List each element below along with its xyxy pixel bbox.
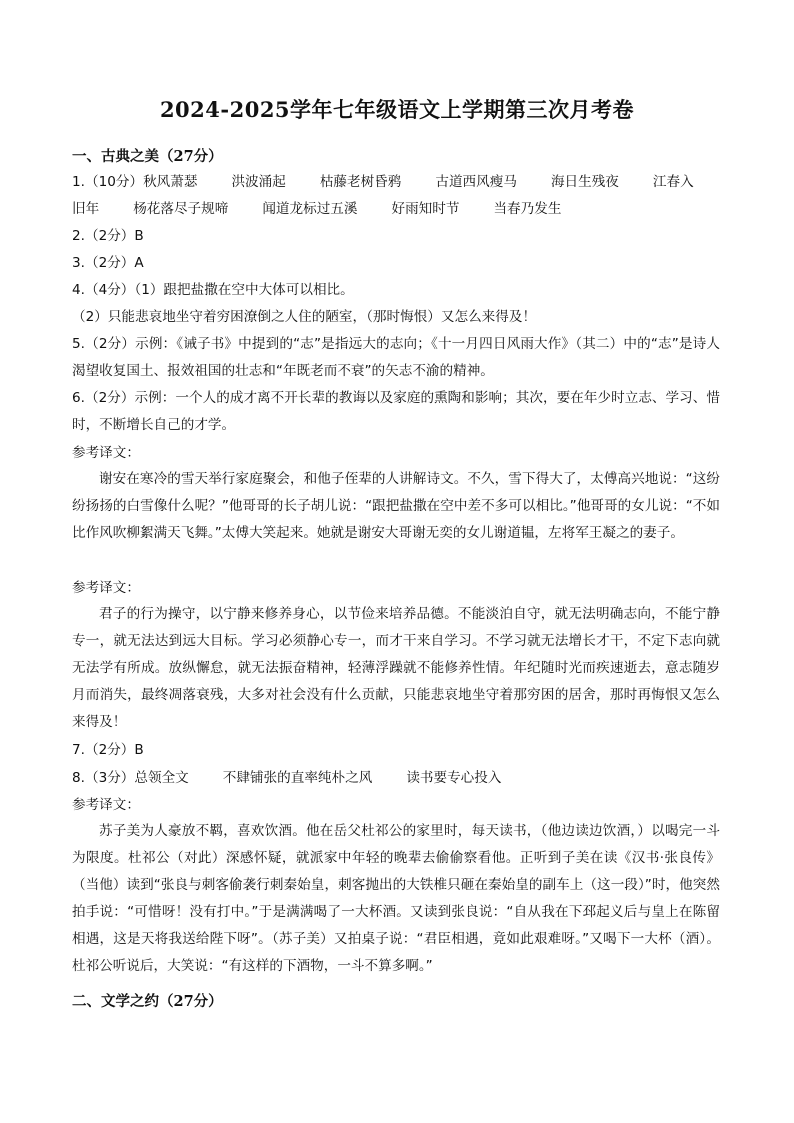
- reference-translation-label: 参考译文：: [72, 580, 140, 596]
- section-heading-classical: 一、古典之美（27分）: [72, 148, 223, 165]
- reference-translation-text: 苏子美为人豪放不羁，喜欢饮酒。他在岳父杜祁公的家里时，每天读书，（他边读边饮酒，）以喝完一斗为限度。杜祁公（对此）深感怀疑，就派家中年轻的晚辈去偷偷察看他。正听到子美在读《汉书·张良传》（当他）读到“张良与刺客偷袭行刺秦始皇，刺客抛出的大铁椎只砸在秦始皇的副车上（这一段）”时，他突然拍手说：“可惜呀！没有打中。”于是满满喝了一大杯酒。又读到张良说：“自从我在下邳起义后与皇上在陈留相遇，这是天将我送给陛下呀”。（苏子美）又拍桌子说：“君臣相遇，竟如此艰难呀。”又喝下一大杯（酒）。杜祁公听说后，大笑说：“有这样的下酒物，一斗不算多啊。”: [72, 823, 720, 974]
- q7-answer: 7.（2分）B: [72, 742, 144, 758]
- q8-answer: 读书要专心投入: [406, 770, 502, 786]
- reference-translation-label: 参考译文：: [72, 797, 140, 813]
- q1-answer: 旧年: [72, 201, 100, 217]
- q1-answer: 当春乃发生: [493, 201, 562, 217]
- q8-answers: [72, 768, 501, 788]
- reference-translation-text: 君子的行为操守，以宁静来修养身心，以节俭来培养品德。不能淡泊自守，就无法明确志向，不能宁静专一，就无法达到远大目标。学习必须静心专一，而才干来自学习。不学习就无法增长才干，不定下志向就无法学有所成。放纵懈怠，就无法振奋精神，轻薄浮躁就不能修养性情。年纪随时光而疾速逝去，意志随岁月而消失，最终凋落衰残，大多对社会没有什么贡献，只能悲哀地坐守着那穷困的居舍，那时再悔恨又怎么来得及！: [72, 606, 720, 730]
- q4-answer-part2: （2）只能悲哀地坐守着穷困潦倒之人住的陋室，（那时悔恨）又怎么来得及！: [72, 309, 537, 325]
- q2-answer: 2.（2分）B: [72, 228, 144, 244]
- q6-answer: 6.（2分）示例：一个人的成才离不开长辈的教诲以及家庭的熏陶和影响；其次，要在年少时立志、学习、惜时，不断增长自己的才学。: [72, 390, 720, 433]
- q8-label: 8.（3分）: [72, 770, 135, 786]
- reference-translation-text: 谢安在寒冷的雪天举行家庭聚会，和他子侄辈的人讲解诗文。不久，雪下得大了，太傅高兴地说：“这纷纷扬扬的白雪像什么呢？”他哥哥的长子胡儿说：“跟把盐撒在空中差不多可以相比。”他哥哥的女儿说：“不如比作风吹柳絮满天飞舞。”太傅大笑起来。她就是谢安大哥谢无奕的女儿谢道韫，左将军王凝之的妻子。: [72, 471, 720, 541]
- q1-answer: 枯藤老树昏鸦: [319, 174, 402, 190]
- page-title: 2024-2025学年七年级语文上学期第三次月考卷: [159, 97, 635, 122]
- q1-answer: 江春入: [652, 174, 694, 190]
- q1-answers-row2: [72, 199, 561, 219]
- q8-answer: 不肆铺张的直率纯朴之风: [222, 770, 373, 786]
- q1-answer: 好雨知时节: [391, 201, 460, 217]
- q1-answer: 杨花落尽子规啼: [133, 201, 229, 217]
- q3-answer: 3.（2分）A: [72, 255, 144, 271]
- q4-answer-part1: 4.（4分）（1）跟把盐撒在空中大体可以相比。: [72, 282, 354, 298]
- q1-answer: 洪波涌起: [231, 174, 286, 190]
- q1-answer: 海日生残夜: [550, 174, 619, 190]
- q8-answer: 总领全文: [134, 770, 189, 786]
- q5-answer: 5.（2分）示例：《诫子书》中提到的“志”是指远大的志向；《十一月四日风雨大作》（其二）中的“志”是诗人渴望收复国土、报效祖国的壮志和“年既老而不衰”的矢志不渝的精神。: [72, 336, 720, 379]
- section-heading-literature: 二、文学之约（27分）: [72, 993, 223, 1010]
- q1-answer: 秋风萧瑟: [143, 174, 198, 190]
- q1-label: 1.（10分）: [72, 174, 144, 190]
- q1-answer: 古道西风瘦马: [435, 174, 517, 190]
- q1-answers-row1: [72, 172, 694, 192]
- q1-answer: 闻道龙标过五溪: [262, 201, 358, 217]
- reference-translation-label: 参考译文：: [72, 445, 140, 461]
